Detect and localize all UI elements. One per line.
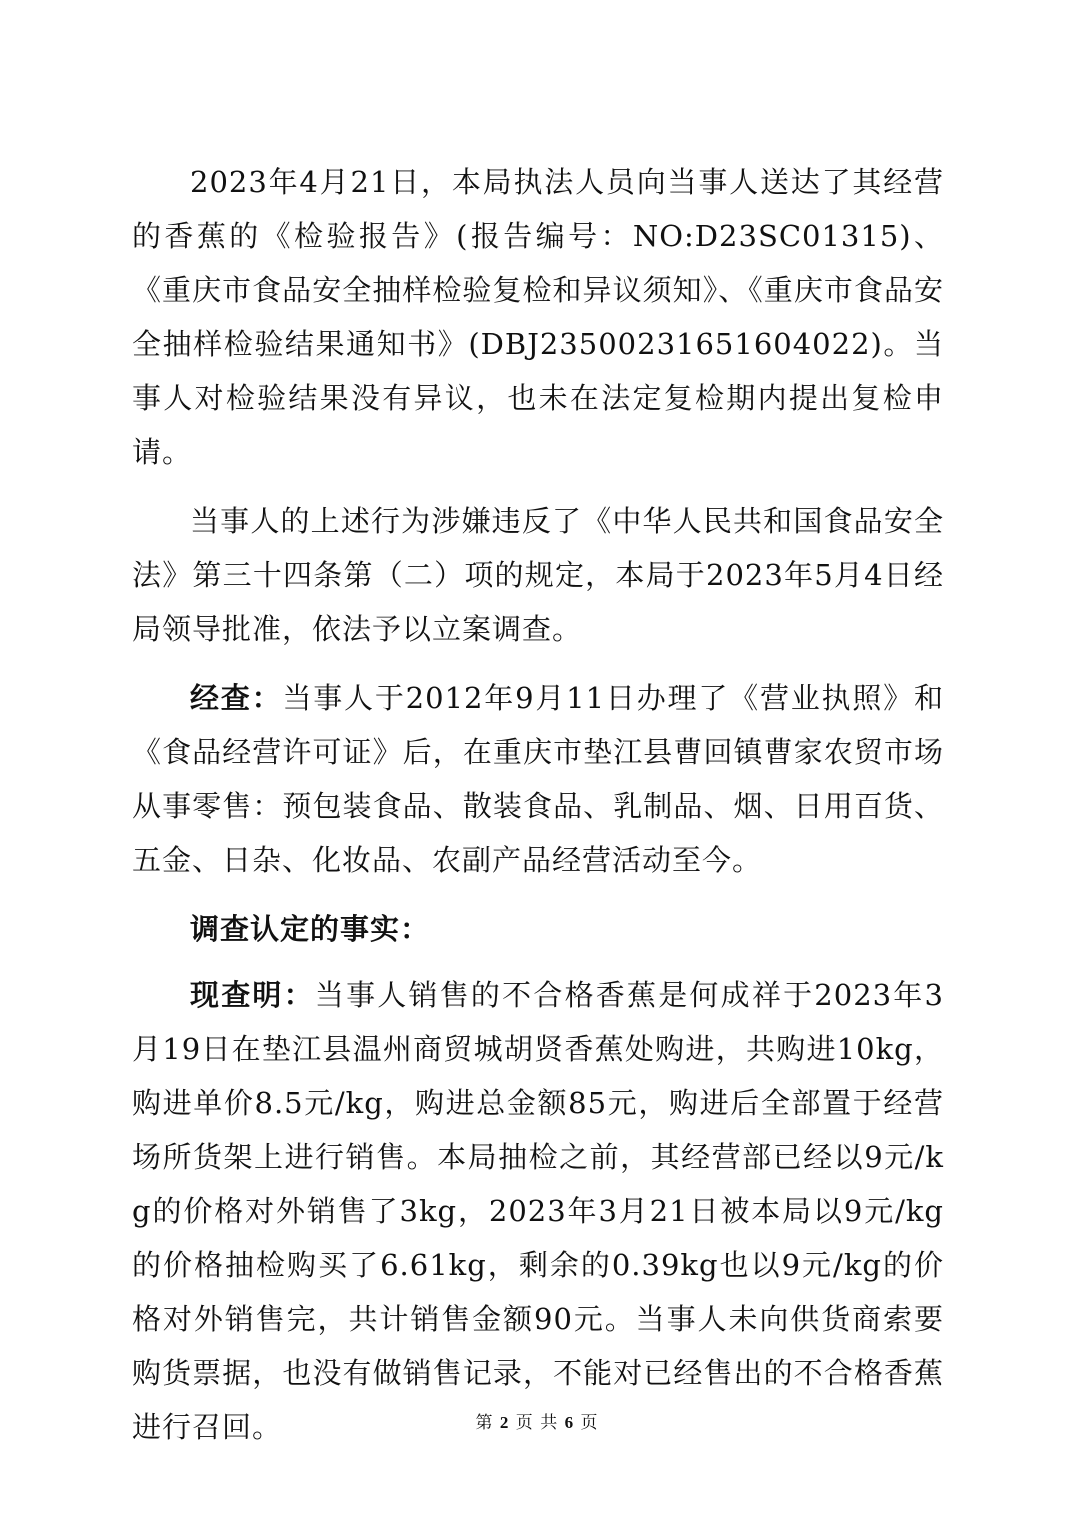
paragraph-case-filing bbox=[132, 494, 944, 656]
paragraph-text: 当事人的上述行为涉嫌违反了《中华人民共和国食品安全法》第三十四条第（二）项的规定，本局于2023年5月4日经局领导批准，依法予以立案调查。 bbox=[132, 504, 944, 646]
footer-prefix: 第 bbox=[475, 1413, 494, 1433]
footer-page-number: 2 bbox=[499, 1413, 510, 1432]
paragraph-lead: 现查明： bbox=[190, 978, 315, 1012]
document-body bbox=[132, 155, 944, 1469]
footer-middle: 页 共 bbox=[515, 1413, 559, 1433]
footer-suffix: 页 bbox=[580, 1413, 599, 1433]
page-footer bbox=[0, 1408, 1074, 1433]
paragraph-text: 当事人于2012年9月11日办理了《营业执照》和《食品经营许可证》后，在重庆市垫江县曹回镇曹家农贸市场从事零售：预包装食品、散装食品、乳制品、烟、日用百货、五金、日杂、化妆品、农副产品经营活动至今。 bbox=[132, 681, 944, 877]
footer-total-pages: 6 bbox=[564, 1413, 575, 1432]
paragraph-facts-detail bbox=[132, 968, 944, 1454]
paragraph-text: 当事人销售的不合格香蕉是何成祥于2023年3月19日在垫江县温州商贸城胡贤香蕉处购进，共购进10kg，购进单价8.5元/kg，购进总金额85元，购进后全部置于经营场所货架上进行销售。本局抽检之前，其经营部已经以9元/kg的价格对外销售了3kg，2023年3月21日被本局以9元/kg的价格抽检购买了6.61kg，剩余的0.39kg也以9元/kg的价格对外销售完，共计销售金额90元。当事人未向供货商索要购货票据，也没有做销售记录，不能对已经售出的不合格香蕉进行召回。 bbox=[132, 978, 944, 1444]
paragraph-lead: 经查： bbox=[190, 681, 283, 715]
paragraph-investigation-findings bbox=[132, 671, 944, 887]
paragraph-inspection-report-delivery bbox=[132, 155, 944, 479]
section-heading-facts: 调查认定的事实： bbox=[190, 912, 431, 946]
paragraph-text: 2023年4月21日，本局执法人员向当事人送达了其经营的香蕉的《检验报告》(报告编号：NO:D23SC01315)、《重庆市食品安全抽样检验复检和异议须知》、《重庆市食品安全抽样检验结果通知书》(DBJ23500231651604022)。当事人对检验结果没有异议，也未在法定复检期内提出复检申请。 bbox=[132, 165, 944, 469]
